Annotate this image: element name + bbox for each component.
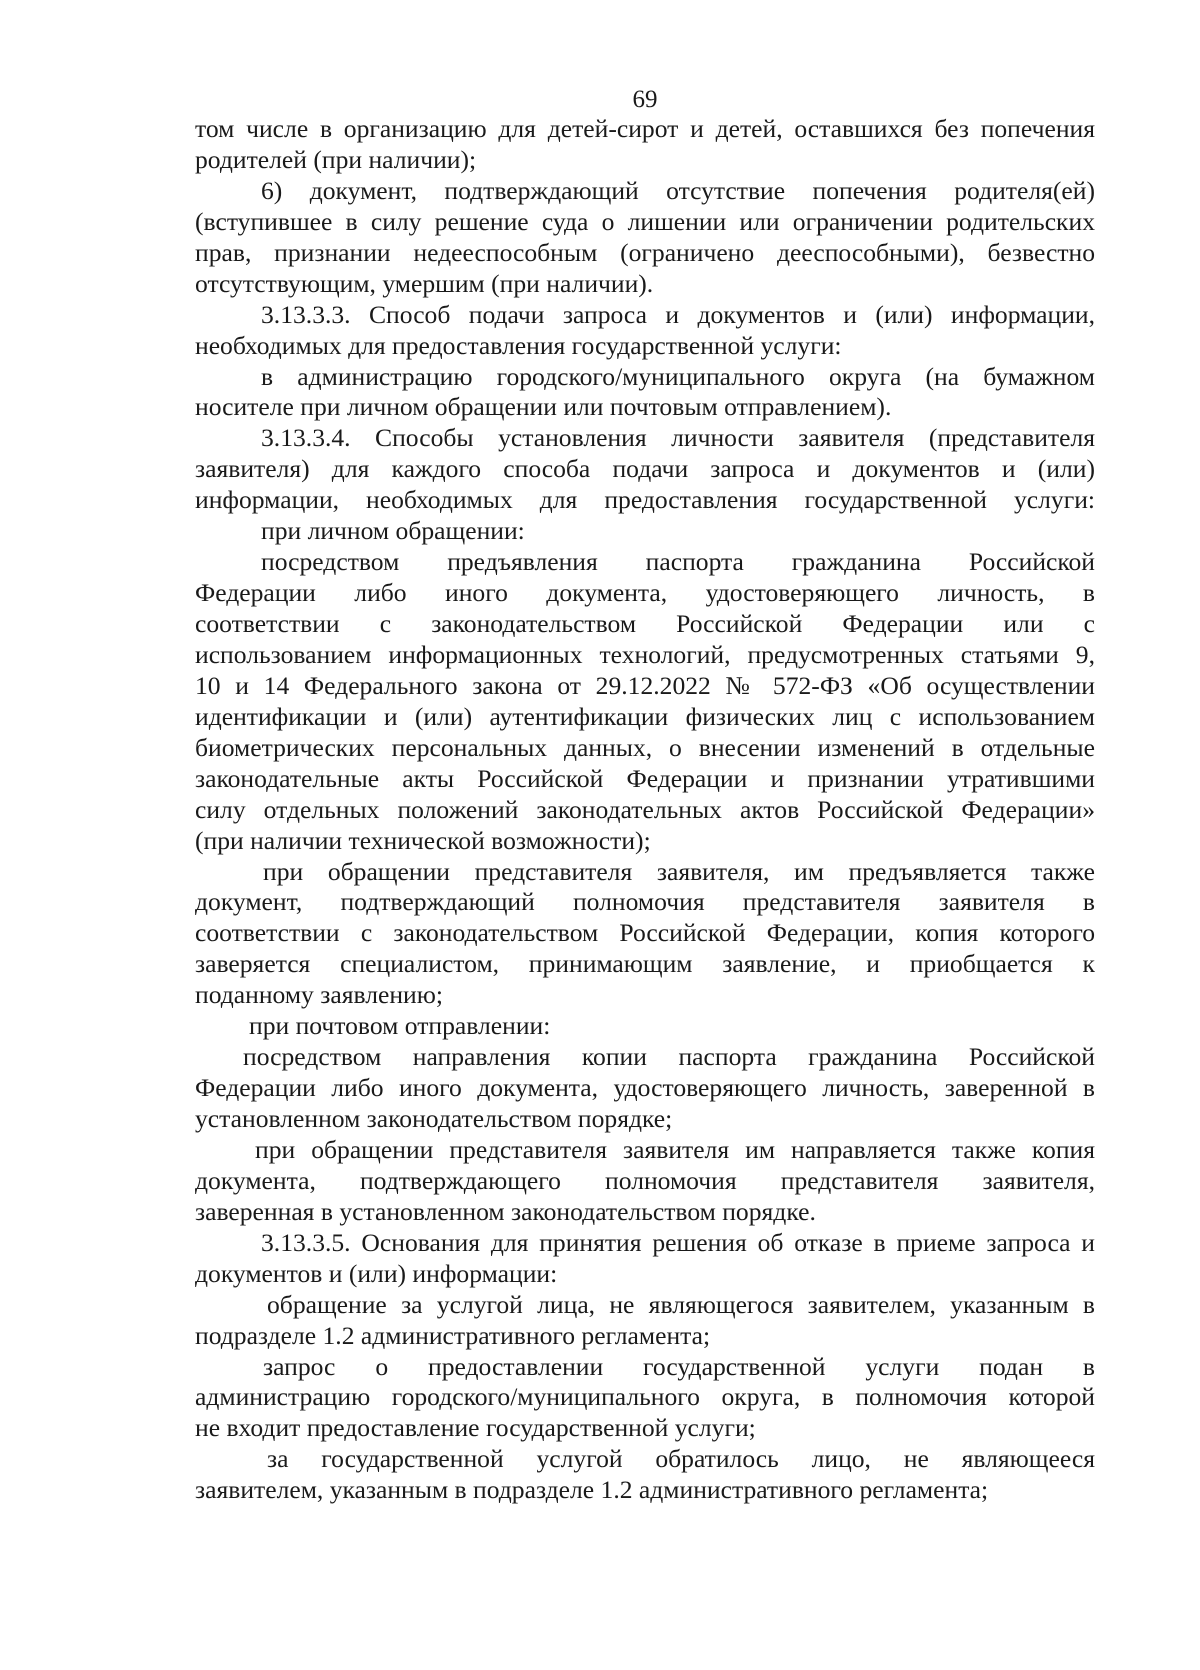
text-line: носителе при личном обращении или почтовым отправлением). — [195, 392, 892, 422]
text-line: необходимых для предоставления государственной услуги: — [195, 330, 842, 360]
text-line: при обращении представителя заявителя им направляется также копия — [255, 1134, 1095, 1164]
text-line: при личном обращении: — [261, 516, 525, 546]
text-line: биометрических персональных данных, о внесении изменений в отдельные — [195, 732, 1095, 762]
text-line: обращение за услугой лица, не являющегося заявителем, указанным в — [267, 1289, 1095, 1319]
text-line: (вступившее в силу решение суда о лишении или ограничении родительских — [195, 206, 1095, 236]
text-line: Федерации либо иного документа, удостоверяющего личность, заверенной в — [195, 1073, 1095, 1103]
text-line: законодательные акты Российской Федерации и признании утратившими — [195, 763, 1095, 793]
text-line: отсутствующим, умершим (при наличии). — [195, 268, 654, 298]
text-line: документ, подтверждающий полномочия представителя заявителя в — [195, 887, 1095, 917]
text-line: заверенная в установленном законодательством порядке. — [195, 1196, 816, 1226]
text-line: 10 и 14 Федерального закона от 29.12.2022 № 572-ФЗ «Об осуществлении — [195, 670, 1095, 700]
text-line: 3.13.3.4. Способы установления личности заявителя (представителя — [261, 423, 1095, 453]
text-line: соответствии с законодательством Российской Федерации или с — [195, 609, 1095, 638]
text-line: документов и (или) информации: — [195, 1258, 558, 1288]
text-line: в администрацию городского/муниципального округа (на бумажном — [261, 361, 1095, 391]
text-line: документа, подтверждающего полномочия представителя заявителя, — [195, 1165, 1095, 1195]
document-body — [195, 114, 1095, 1506]
text-line: установленном законодательством порядке; — [195, 1104, 673, 1133]
text-line: 3.13.3.5. Основания для принятия решения об отказе в приеме запроса и — [261, 1227, 1095, 1257]
text-line: за государственной услугой обратилось лицо, не являющееся — [267, 1444, 1095, 1474]
text-line: подразделе 1.2 административного регламента; — [195, 1320, 711, 1350]
text-line: соответствии с законодательством Российской Федерации, копия которого — [195, 918, 1095, 948]
text-line: посредством направления копии паспорта гражданина Российской — [243, 1042, 1095, 1072]
text-line: заявителем, указанным в подразделе 1.2 административного регламента; — [195, 1475, 989, 1505]
text-line: информации, необходимых для предоставления государственной услуги: — [195, 485, 1095, 515]
text-line: заявителя) для каждого способа подачи запроса и документов и (или) — [195, 454, 1095, 484]
text-line: использованием информационных технологий, предусмотренных статьями 9, — [195, 639, 1095, 669]
text-line: заверяется специалистом, принимающим заявление, и приобщается к — [195, 949, 1095, 979]
text-line: родителей (при наличии); — [195, 144, 477, 174]
text-line: (при наличии технической возможности); — [195, 825, 651, 855]
text-line: Федерации либо иного документа, удостоверяющего личность, в — [195, 578, 1095, 608]
text-line: том числе в организацию для детей-сирот и детей, оставшихся без попечения — [195, 114, 1095, 143]
text-line: запрос о предоставлении государственной услуги подан в — [263, 1351, 1095, 1381]
text-line: администрацию городского/муниципального округа, в полномочия которой — [195, 1382, 1095, 1412]
text-line: идентификации и (или) аутентификации физических лиц с использованием — [195, 701, 1095, 731]
text-line: посредством предъявления паспорта гражданина Российской — [261, 547, 1095, 577]
text-line: силу отдельных положений законодательных актов Российской Федерации» — [195, 794, 1095, 824]
page-number: 69 — [632, 86, 658, 113]
text-line: прав, признании недееспособным (ограничено дееспособными), безвестно — [195, 237, 1095, 267]
text-line: 3.13.3.3. Способ подачи запроса и документов и (или) информации, — [261, 299, 1095, 329]
text-line: при обращении представителя заявителя, им предъявляется также — [263, 856, 1095, 886]
text-line: не входит предоставление государственной услуги; — [195, 1413, 756, 1443]
text-line: поданному заявлению; — [195, 980, 443, 1010]
text-line: при почтовом отправлении: — [249, 1011, 551, 1041]
text-line: 6) документ, подтверждающий отсутствие попечения родителя(ей) — [261, 175, 1095, 205]
